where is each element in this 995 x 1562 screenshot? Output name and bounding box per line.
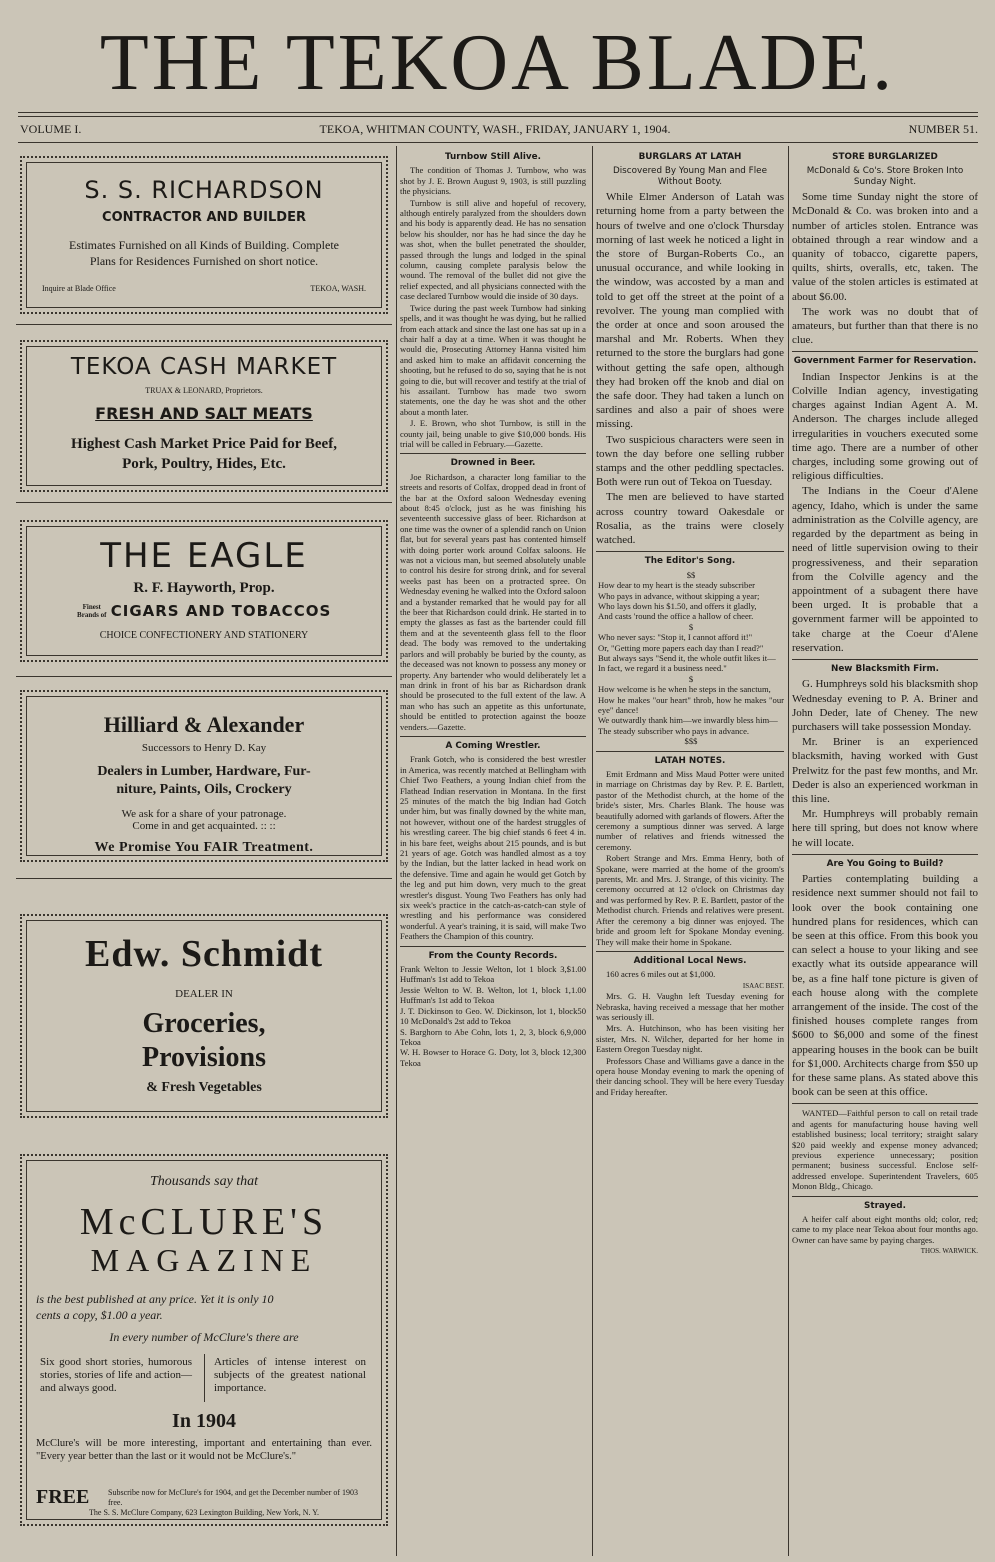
record-text: W. H. Bowser to Horace G. Doty, lot 3, block 12, Tekoa: [400, 1047, 574, 1068]
ad-separator: [16, 502, 392, 503]
record-row: [400, 1047, 586, 1068]
ad-richardson-name: S. S. RICHARDSON: [84, 176, 324, 204]
article-paragraph: Indian Inspector Jenkins is at the Colville Indian agency, investigating charges against Indian Agent A. M. Anderson. The charges include alleged irregularities in vouchers executed some time ago. There are a number of other charges, including some growing out of religious difficulties.: [792, 370, 978, 483]
poem: [598, 570, 784, 747]
ad-richardson-inquire: Inquire at Blade Office: [42, 284, 116, 293]
article-paragraph: Mrs. G. H. Vaughn left Tuesday evening for Nebraska, having received a message that her mother was seriously ill.: [596, 991, 784, 1022]
article-heading: STORE BURGLARIZED: [832, 152, 938, 162]
ad-hilliard-name: Hilliard & Alexander: [103, 712, 305, 737]
ad-hilliard-succ: Successors to Henry D. Kay: [141, 742, 267, 754]
article-body-large: [596, 190, 784, 547]
ad-eagle-cigars-row: [22, 602, 386, 620]
article-divider: [400, 453, 586, 454]
ad-mcclure-left: Six good short stories, humorous stories, stories of life and action—and always good.: [40, 1356, 192, 1394]
ad-cash-market-props: TRUAX & LEONARD, Proprietors.: [145, 386, 263, 395]
records-list: [400, 964, 586, 1068]
column-3: [596, 148, 784, 1098]
article-subheading: Discovered By Young Man and Flee Without Booty.: [612, 166, 768, 187]
issue-number: NUMBER 51.: [908, 122, 978, 136]
ad-richardson-text2: Plans for Residences Furnished on short notice.: [89, 254, 319, 268]
article-paragraph: While Elmer Anderson of Latah was returning home from a party between the hours of twelve and one o'clock Thursday morning of last week he noticed a light in the store of Burgan-Roberts Co., an unusual occurance, and while looking in the window, was accosted by a man and told to get off the street at the point of a revolver. The young man complied with the order at once and soon aroused the marshal and Mr. Roberts. When they returned to the store the burglars had gone without getting the safe open, although they had broken off the knob and dial on the safe door. They had taken a lunch on sardines and also a pair of shoes were missing.: [596, 191, 784, 431]
ad-cash-market-text2: Pork, Poultry, Hides, Etc.: [122, 456, 286, 472]
ad-mcclure-title1: McCLURE'S: [79, 1201, 329, 1243]
article-heading: New Blacksmith Firm.: [830, 663, 940, 674]
ad-schmidt-vegetables: & Fresh Vegetables: [146, 1080, 262, 1095]
ad-schmidt-dealer: DEALER IN: [175, 988, 233, 1000]
ad-hilliard-ask2: Come in and get acquainted. :: ::: [132, 820, 276, 832]
classified-ad: WANTED—Faithful person to call on retail trade and agents for manufacturing house having well established business; local territory; straight salary $20 paid weekly and expense money advanced; previous experience unnecessary; position permanent; business successful. Enclose self-addressed envelope. Superintendent Travelers, 605 Monon Bldg., Chicago.: [792, 1108, 978, 1192]
article-body-large: [792, 190, 978, 347]
article-heading: Government Farmer for Reservation.: [793, 356, 977, 367]
ad-separator: [16, 878, 392, 879]
article-heading: From the County Records.: [428, 950, 558, 961]
ad-mcclure-thousands: Thousands say that: [149, 1174, 259, 1189]
record-text: Jessie Welton to W. B. Welton, lot 1, block 1, Huffman's 1st add to Tekoa: [400, 984, 571, 1006]
article-paragraph: J. E. Brown, who shot Turnbow, is still in the county jail, being unable to give $10,000 bonds. His trial will be called in February.—Gazette.: [400, 418, 586, 449]
article-paragraph: The work was no doubt that of amateurs, but further than that there is no clue.: [792, 305, 978, 347]
poem-line: Who pays in advance, without skipping a year;: [598, 590, 760, 601]
article-paragraph: Turnbow is still alive and hopeful of recovery, although entirely paralyzed from the shoulders down and his body is apparently dead. He has no sensation below his shoulder, nor has he had since the day he was shot, when the bullet penetrated the shoulder, passed through the lungs and lodged in the spinal column, causing complete paralysis below the wound. The removal of the bullet did not give the relief expected, and all physicians connected with the case declared Turnbow would die inside of 30 days.: [400, 197, 586, 302]
ad-mcclure-title2: MAGAZINE: [90, 1242, 318, 1278]
article-body-large: [792, 872, 978, 1099]
article-heading: Are You Going to Build?: [826, 858, 944, 869]
article-heading: The Editor's Song.: [644, 556, 736, 567]
record-row: [400, 964, 586, 985]
article-paragraph: Twice during the past week Turnbow had sinking spells, and it was thought he was dying, but he rallied from each attack and since the last one has sat up in a chair half a day at a time. When it was thought he would die, Prosecuting Attorney Hanna visited him and asked him to make an affidavit concerning the shooting, but he refused to do so, saying that he is not going to die, but will recover and testify at the trial of his assailant. Turnbow has made two sworn statements, one the day he was shot and the other about a month later.: [400, 302, 586, 417]
article-divider: [792, 1196, 978, 1197]
poem-line: How dear to my heart is the steady subscriber: [598, 580, 756, 591]
record-text: J. T. Dickinson to Geo. W. Dickinson, lot 1, block 10 McDonald's 2st add to Tekoa: [400, 1005, 578, 1027]
ad-eagle-cigars: CIGARS AND TOBACCOS: [110, 602, 332, 620]
ad-hilliard-deal2: niture, Paints, Oils, Crockery: [116, 782, 292, 797]
ad-separator: [16, 324, 392, 325]
rule-top-2: [18, 116, 978, 117]
ad-mcclure-sub: Subscribe now for McClure's for 1904, and get the December number of 1903 free.: [108, 1488, 359, 1507]
ad-schmidt-name: Edw. Schmidt: [85, 933, 323, 975]
ad-mcclure-right: Articles of intense interest on subjects of the greatest national importance.: [214, 1356, 366, 1394]
poem-ornament: $: [688, 621, 694, 632]
signature: ISAAC BEST.: [742, 981, 784, 990]
poem-ornament: $: [688, 673, 694, 684]
ad-schmidt: [20, 914, 388, 1118]
article-body-large: [792, 677, 978, 849]
ad-hilliard-promise: We Promise You FAIR Treatment.: [94, 840, 314, 855]
article-paragraph: Robert Strange and Mrs. Emma Henry, both of Spokane, were married at the home of the groom's parents, Mr. and Mrs. J. Strange, of this vicinity. The ceremony occurred at 12 o'clock on Christmas day and was performed by Rev. P. E. Bartlett, pastor of the Methodist church. Friends and relatives were present. After the ceremony a big dinner was enjoyed. The bride and groom left for Spokane Monday evening. They will make their home in Spokane.: [596, 853, 784, 947]
ad-schmidt-provisions: Provisions: [142, 1042, 266, 1073]
place-date: TEKOA, WHITMAN COUNTY, WASH., FRIDAY, JANUARY 1, 1904.: [319, 122, 671, 136]
ad-eagle-choice: CHOICE CONFECTIONERY AND STATIONERY: [99, 630, 309, 641]
article-paragraph: Mrs. A. Hutchinson, who has been visiting her sister, Mrs. N. Wilcher, departed for her home in Eastern Oregon Tuesday night.: [596, 1023, 784, 1055]
article-paragraph: Frank Gotch, who is considered the best wrestler in America, was recently matched at Bellingham with Chief Two Feathers, a young Indian chief from the Flathead Indian reservation in Montana. In the first 25 minutes of the match the big Indian had Gotch under him, but was finally downed by the white man, not however, without one of the hardest struggles of his wrestling career. The big chief stands 6 feet 4 in. in his bare feet, weighs about 215 pounds, and is but 21 years of age. Gotch was handled almost as a toy by the Indian, but the latter lacked in head work on the defensive. Time and again he would get Gotch by the leg and put him down, very much to the great wrestler's disgust. Young Two Feathers has only had six week's practice in the catch-as-catch-can style of wrestling and his performance was considered wonderful. A year's training, it is said, will make Two Feathers the Champion of this country.: [400, 754, 586, 942]
poem-line: Who lays down his $1.50, and offers it gladly,: [598, 600, 757, 611]
ad-richardson-line: CONTRACTOR AND BUILDER: [102, 210, 306, 225]
poem-line: The steady subscriber who pays in advance.: [598, 725, 750, 736]
column-2: [400, 148, 586, 1068]
article-paragraph: The Indians in the Coeur d'Alene agency, Idaho, which is under the same administration as the Colville agency, are regarded by the department as being in need of little supervision owing to their progressiveness, and their separation from the Colville agency and the appointment of a subagent there have been urged. It is probable that a government farmer will be appointed to take charge at the Coeur d'Alene reservation.: [792, 485, 978, 654]
ad-mcclure-best1: is the best published at any price. Yet it is only 10: [36, 1292, 274, 1306]
poem-line: We outwardly thank him—we inwardly bless him—: [598, 715, 778, 726]
ad-schmidt-groceries: Groceries,: [142, 1008, 266, 1039]
article-heading: Turnbow Still Alive.: [445, 152, 541, 162]
ad-richardson-text1: Estimates Furnished on all Kinds of Building. Complete: [69, 238, 339, 252]
ad-mcclure-more: McClure's will be more interesting, important and entertaining than ever. "Every year better than the last or it would not be McClure's.": [36, 1438, 372, 1462]
record-value: 50: [577, 1005, 586, 1016]
article-divider: [596, 951, 784, 952]
rule-top: [18, 112, 978, 113]
masthead-title: THE TEKOA BLADE.: [99, 19, 896, 107]
poem-line: And casts 'round the office a hallow of cheer.: [598, 611, 754, 622]
record-text: S. Barghorn to Abe Cohn, lots 1, 2, 3, block 6, Tekoa: [400, 1026, 567, 1047]
record-value: $1.00: [566, 964, 586, 975]
article-paragraph: A heifer calf about eight months old; color, red; came to my place near Tekoa about four months ago. Owner can have same by paying charges.: [792, 1214, 978, 1245]
ad-mcclure-every: In every number of McClure's there are: [109, 1330, 299, 1344]
article-paragraph: The men are believed to have started across country toward Oakesdale or Rosalia, as the trains were closely watched.: [596, 491, 784, 547]
article-paragraph: Parties contemplating building a residence next summer should not fail to look over the book containing one hundred plans for residences, which can be seen at this office. From this book you can select a house to your liking and see exactly what its outside appearance will be, as a fine half tone picture is given of each house along with the complete arrangement of the inside. The cost of the finished houses complete ranges from $600 to $6,000 and some of the finest appearing houses in the book can be built for $1,000. Architects charge from $50 up for these same plans. As stated above this book can be seen at this office.: [792, 873, 978, 1099]
record-row: [400, 1006, 586, 1027]
rule-dateline: [18, 142, 978, 143]
ad-cash-market-name: TEKOA CASH MARKET: [70, 354, 338, 380]
article-paragraph: Some time Sunday night the store of McDonald & Co. was broken into and a number of articles stolen. Entrance was obtained through a rear window and a quanity of tobacco, cigarette papers, quilts, shirts, overalls, etc, taken. The value of the stolen articles is estimated at about $6.00.: [792, 191, 978, 303]
article-subheading: McDonald & Co's. Store Broken Into Sunday Night.: [806, 166, 964, 187]
article-divider: [792, 1103, 978, 1104]
article-paragraph: Two suspicious characters were seen in town the day before one selling rubber stamps and the other peddling spectacles. Both were run out of Tekoa on Tuesday.: [596, 433, 784, 489]
article-body-large: [792, 370, 978, 655]
ad-hilliard: [20, 690, 388, 862]
poem-line: But always says "Send it, the whole outfit likes it—: [598, 652, 776, 663]
ad-eagle-finest: Finest Brands of: [77, 603, 107, 619]
article-paragraph: Professors Chase and Williams gave a dance in the opera house Monday evening to mark the opening of their dancing school. They will be here every Tuesday and Friday hereafter.: [596, 1055, 784, 1097]
record-row: [400, 1027, 586, 1048]
article-heading: BURGLARS AT LATAH: [638, 152, 742, 162]
ad-mcclures: [20, 1154, 388, 1526]
ad-eagle: [20, 520, 388, 662]
article-divider: [792, 659, 978, 660]
ad-hilliard-ask1: We ask for a share of your patronage.: [121, 808, 287, 820]
poem-line: How welcome is he when he steps in the sanctum,: [598, 684, 771, 695]
poem-line: How he makes "our heart" throb, how he makes "our eye" dance!: [598, 694, 784, 715]
volume: VOLUME I.: [20, 122, 82, 136]
ad-mcclure-company: The S. S. McClure Company, 623 Lexington Building, New York, N. Y.: [89, 1508, 319, 1517]
column-4: [792, 148, 978, 1257]
ad-richardson: [20, 156, 388, 314]
ad-cash-market-text1: Highest Cash Market Price Paid for Beef,: [71, 436, 337, 452]
article-divider: [792, 351, 978, 352]
poem-line: In fact, we regard it a business need.": [598, 663, 727, 674]
ad-eagle-prop: R. F. Hayworth, Prop.: [133, 580, 275, 596]
ad-cash-market: [20, 340, 388, 492]
article-paragraph: The condition of Thomas J. Turnbow, who was shot by J. E. Brown August 9, 1903, is still puzzling the physicians.: [400, 165, 586, 197]
article-paragraph: Mr. Humphreys will probably remain here till spring, but does not know where he will locate.: [792, 808, 978, 849]
poem-ornament: $$: [686, 569, 696, 580]
article-divider: [792, 854, 978, 855]
column-rule-1: [396, 146, 397, 1556]
ad-hilliard-deal1: Dealers in Lumber, Hardware, Fur-: [97, 764, 311, 779]
article-paragraph: 160 acres 6 miles out at $1,000.: [606, 969, 716, 980]
ad-richardson-town: TEKOA, WASH.: [310, 284, 366, 293]
ad-mcclure-divider: [204, 1354, 205, 1402]
article-paragraph: Emit Erdmann and Miss Maud Potter were united in marriage on Christmas day by Rev. P. E. Bartlett, pastor of the Methodist church, at the home of the bride's sister, Mrs. Charles Blank. The house was beautifully adorned with garlands of flowers. After the ceremony a sumptious dinner was served. A large number of relatives and friends witnessed the ceremony.: [596, 769, 784, 852]
article-paragraph: Mr. Briner is an experienced blacksmith, having worked with Gust Prelwitz for the past few months, and Mr. Deder is also an experienced workman in this line.: [792, 736, 978, 805]
article-divider: [400, 736, 586, 737]
ad-mcclure-year: In 1904: [172, 1410, 236, 1432]
column-rule-2: [592, 146, 593, 1556]
article-heading: Additional Local News.: [633, 955, 747, 966]
article-heading: Strayed.: [864, 1200, 906, 1211]
article-paragraph: Joe Richardson, a character long familiar to the streets and resorts of Colfax, dropped dead in front of the bar at the Oxford saloon Wednesday evening about 8:45 o'clock, just as he was finishing his seventeenth successive glass of beer. Richardson at one time was the owner of a splendid ranch on Union flat, but for several years past has contented himself with doing porter work around Colfax saloons. He was not a vicious man, but seemed absolutely unable to control his desire for strong drink, and for several weeks past has been on a protracted spree. On Wednesday evening he walked into the Oxford saloon and a bystander remarked that he would pay for all the beer that Richardson could drink. He started in to empty the glasses as fast as the bartender could fill them and at the seventeenth glass fell to the floor dead. The body was removed to the undertaking parlors and will probably be buried by the county, as the deceased was not known to possess any money or property. Any bartender who would deliberately let a man drink in front of his bar as Richardson drank should be prosecuted to the full extent of the law. A man who has such an appetite as this unfortunate, should be entitled to protection against the booze venders.—Gazette.: [400, 471, 586, 732]
column-rule-3: [788, 146, 789, 1556]
ad-cash-market-meats: FRESH AND SALT MEATS: [95, 404, 313, 423]
record-text: Frank Welton to Jessie Welton, lot 1 block 3, Huffman's 1st add to Tekoa: [400, 964, 567, 985]
article-paragraph: G. Humphreys sold his blacksmith shop Wednesday evening to P. A. Briner and John Deder, late of Cheney. The new purchasers will take possession Monday.: [792, 678, 978, 733]
ad-separator: [16, 676, 392, 677]
record-value: 300: [573, 1047, 586, 1058]
article-divider: [400, 946, 586, 947]
article-heading: LATAH NOTES.: [654, 755, 726, 766]
signature: THOS. WARWICK.: [920, 1247, 978, 1256]
poem-line: Who never says: "Stop it, I cannot afford it!": [598, 632, 753, 643]
article-heading: A Coming Wrestler.: [445, 740, 541, 751]
article-divider: [596, 551, 784, 552]
ad-eagle-name: THE EAGLE: [100, 536, 308, 576]
record-value: 1.00: [570, 984, 586, 995]
article-heading: Drowned in Beer.: [450, 458, 536, 469]
ad-mcclure-free: FREE: [36, 1486, 90, 1508]
poem-line: Or, "Getting more papers each day than I read?": [598, 642, 764, 653]
record-row: [400, 985, 586, 1006]
record-value: 9,000: [566, 1026, 586, 1037]
article-divider: [596, 751, 784, 752]
poem-ornament: $$$: [684, 736, 698, 747]
dateline: [20, 122, 978, 137]
ad-mcclure-best2: cents a copy, $1.00 a year.: [36, 1308, 163, 1322]
